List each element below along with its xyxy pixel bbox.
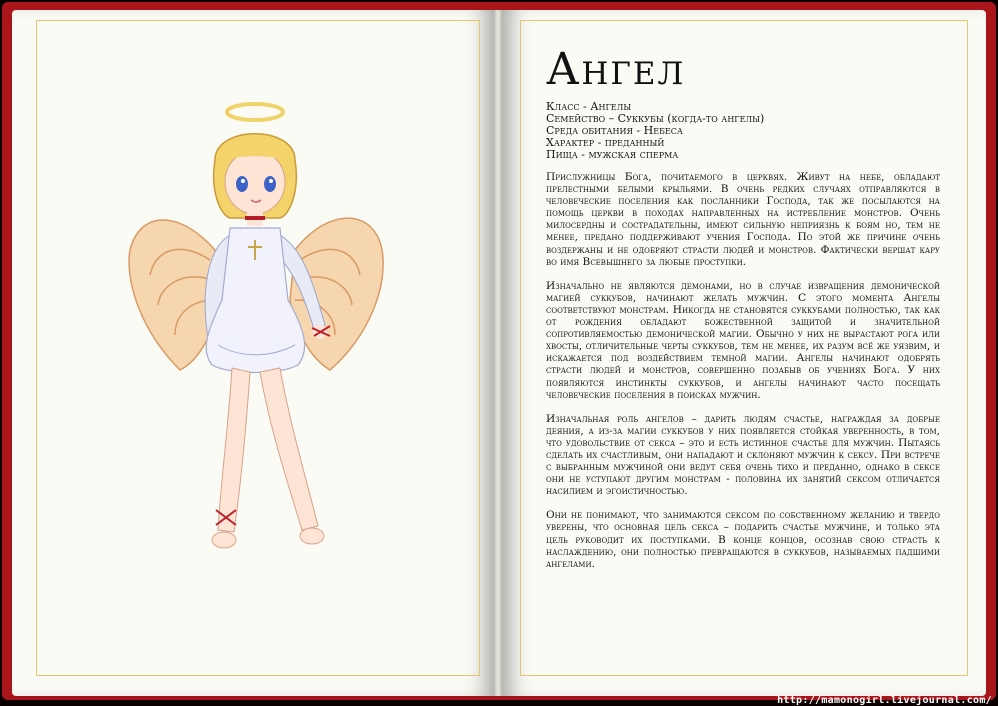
creature-info bbox=[546, 101, 966, 161]
paragraph: Прислужницы Бога, почитаемого в церквях. Живут на небе, обладают прелестными белыми крыльями. В очень редких случаях отправляются в человеческие поселения как посланники Господа, так же посылаются на помощь церкви в походах направленных на истребление монстров. Очень милосердны и сострадательны, имеют сильную неприязнь к боям но, тем не менее, предано поддерживают учения Господа. По этой же причине очень воздержаны и не одобряют страсти людей и монстров. Фактически вершат кару во имя Всевышнего за любые проступки. bbox=[546, 171, 940, 268]
book-spine bbox=[494, 10, 502, 696]
source-url: http://mamonogirl.livejournal.com/ bbox=[777, 695, 992, 706]
info-food: Пища - мужская сперма bbox=[546, 148, 679, 161]
paragraph: Изначальная роль ангелов – дарить людям счастье, награждая за добрые деяния, а из-за магии суккубов у них появляется стойкая уверенность, в том, что удовольствие от секса – это и есть истинное счастье для мужчин. Пытаясь сделать их счастливым, они нападают и склоняют мужчин к сексу. При встрече с выбранным мужчиной они ведут себя очень тихо и преданно, однако в сексе они не уступают другим монстрам - половина их занятий сексом отличается насилием и эгоистичностью. bbox=[546, 412, 940, 498]
info-habitat: Среда обитания - Небеса bbox=[546, 124, 683, 137]
info-class: Класс - Ангелы bbox=[546, 100, 632, 113]
info-character: Характер - преданный bbox=[546, 136, 665, 149]
choker bbox=[245, 216, 265, 220]
paragraph: Изначально не являются демонами, но в случае извращения демонической магией суккубов, начинают желать мужчин. С этого момента Ангелы соответствуют монстрам. Никогда не становятся суккубами полностью, так как от рождения обладают божественной защитой и значительной сопротивляемостью демонической магии. Обычно у них не вырастают рога или хвосты, отличительные черты суккубов, тем не менее, их разум всё же уязвим, и искажается под воздействием темной магии. Ангелы начинают одобрять страсти людей и монстров, совершенно позабыв об учениях Бога. У них появляются инстинкты суккубов, и ангелы начинают часто посещать человеческие поселения в поисках мужчин. bbox=[546, 279, 940, 401]
info-family: Семейство – Суккубы (когда-то ангелы) bbox=[546, 112, 765, 125]
angel-illustration bbox=[120, 100, 390, 590]
left-leg bbox=[218, 368, 250, 532]
page-title: Ангел bbox=[546, 44, 686, 95]
paragraph: Они не понимают, что занимаются сексом по собственному желанию и твердо уверены, что основная цель секса – подарить счастье мужчине, и только эта цель руководит их поступками. В конце концов, осознав свою страсть к наслаждению, они полностью превращаются в суккубов, называемых падшими ангелами. bbox=[546, 509, 940, 570]
halo bbox=[227, 104, 283, 120]
description bbox=[546, 171, 940, 582]
right-leg bbox=[260, 368, 318, 530]
left-eye bbox=[236, 176, 248, 192]
right-eye bbox=[264, 176, 276, 192]
face bbox=[225, 150, 285, 214]
